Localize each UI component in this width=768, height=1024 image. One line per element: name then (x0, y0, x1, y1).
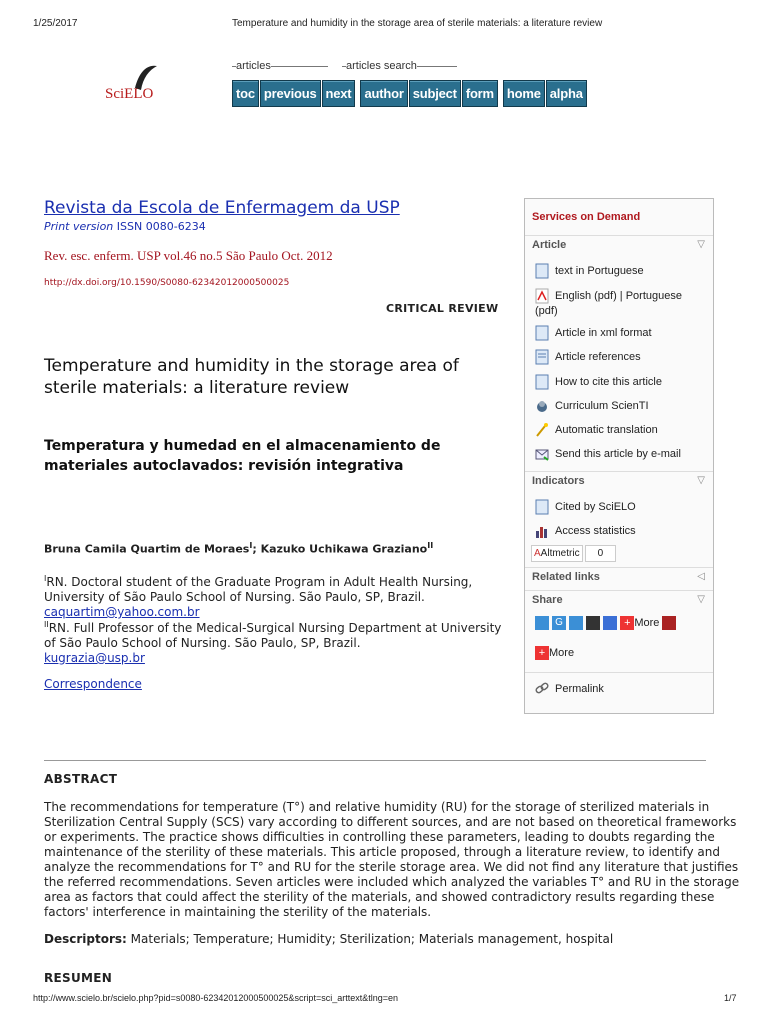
plus-icon[interactable]: + (620, 616, 634, 630)
journal-title-link[interactable]: Revista da Escola de Enfermagem da USP (44, 198, 400, 218)
alpha-button[interactable]: alpha (546, 80, 587, 107)
altmetric-badge[interactable] (531, 545, 703, 562)
print-page-count: 1/7 (724, 993, 737, 1003)
search-nav-label: articles search (342, 60, 457, 72)
sidebar-title: Services on Demand (532, 211, 641, 223)
resumen-heading: RESUMEN (44, 971, 113, 985)
wand-icon (535, 422, 549, 438)
cite-icon (535, 374, 549, 390)
related-links-toggle[interactable]: Related links ◁ (525, 567, 713, 586)
references-icon (535, 349, 549, 365)
chevron-down-icon: ▽ (697, 594, 705, 605)
document-icon (535, 499, 549, 515)
pdf-link[interactable]: English (pdf) | Portuguese (pdf) (535, 289, 682, 317)
journal-citation: Rev. esc. enferm. USP vol.46 no.5 São Paulo Oct. 2012 (44, 248, 333, 263)
author-2: Kazuko Uchikawa Graziano (260, 542, 428, 556)
link-icon (535, 681, 549, 697)
scielo-logo[interactable] (103, 62, 173, 112)
pdf-icon (535, 288, 549, 304)
document-icon (535, 263, 549, 279)
email-icon (535, 446, 549, 462)
translation-link[interactable]: Automatic translation (535, 422, 707, 438)
share-buttons (535, 616, 707, 631)
xml-link[interactable]: Article in xml format (535, 325, 707, 341)
chevron-down-icon: ▽ (697, 475, 705, 486)
authors: Bruna Camila Quartim de Moraes$^I$; Kazuko Uchikawa Graziano$^{II}$ (44, 541, 434, 556)
list-icon[interactable] (603, 616, 617, 630)
indicators-section-toggle[interactable]: Indicators ▽ (525, 471, 713, 490)
digg-icon[interactable] (586, 616, 600, 630)
next-button[interactable]: next (322, 80, 356, 107)
xml-document-icon (535, 325, 549, 341)
email-link[interactable]: Send this article by e-mail (535, 446, 707, 462)
affiliation-1: $^I$RN. Doctoral student of the Graduate Program in Adult Health Nursing, University of São Paulo School of Nursing. São Paulo, SP, Brazil. caquartim@yahoo.com.br (44, 574, 473, 619)
chevron-left-icon: ◁ (697, 571, 705, 582)
author-2-email-link[interactable]: kugrazia@usp.br (44, 651, 145, 665)
altmetric-label: AAltmetric (531, 545, 583, 562)
toc-button[interactable]: toc (232, 80, 259, 107)
author-button[interactable]: author (360, 80, 407, 107)
plus-icon: + (535, 646, 549, 660)
logo-text: SciELO (105, 86, 154, 102)
abstract-divider (44, 760, 706, 761)
home-button[interactable]: home (503, 80, 545, 107)
article-section-toggle[interactable]: Article ▽ (525, 235, 713, 254)
mendeley-icon[interactable] (662, 616, 676, 630)
doi-link[interactable]: http://dx.doi.org/10.1590/S0080-62342012000500025 (44, 278, 290, 288)
services-sidebar (524, 198, 714, 714)
print-version: Print version ISSN 0080-6234 (44, 220, 206, 233)
chevron-down-icon: ▽ (697, 239, 705, 250)
subject-button[interactable]: subject (409, 80, 461, 107)
nav-bar (232, 80, 588, 107)
permalink-link[interactable]: Permalink (535, 681, 707, 697)
author-1-email-link[interactable]: caquartim@yahoo.com.br (44, 605, 200, 619)
altmetric-count: 0 (585, 545, 617, 562)
print-date: 1/25/2017 (33, 18, 78, 29)
article-title-es: Temperatura y humedad en el almacenamiento de materiales autoclavados: revisión integrativa (44, 438, 441, 474)
share-section-toggle[interactable]: Share ▽ (525, 590, 713, 609)
twitter-icon[interactable] (569, 616, 583, 630)
curriculum-link[interactable]: Curriculum ScienTI (535, 398, 707, 414)
more-share-link-2[interactable]: + More (535, 646, 707, 661)
cite-link[interactable]: How to cite this article (535, 374, 707, 390)
bar-chart-icon (535, 523, 549, 539)
article-section: CRITICAL REVIEW (386, 302, 499, 315)
text-portuguese-link[interactable]: text in Portuguese (535, 263, 707, 279)
author-1: Bruna Camila Quartim de Moraes (44, 542, 250, 556)
sidebar-divider (525, 672, 713, 673)
curriculum-icon (535, 398, 549, 414)
cited-by-link[interactable]: Cited by SciELO (535, 499, 707, 515)
abstract-heading: ABSTRACT (44, 772, 118, 786)
references-link[interactable]: Article references (535, 349, 707, 365)
affiliation-2: $^{II}$RN. Full Professor of the Medical-Surgical Nursing Department at University of São Paulo School of Nursing. São Paulo, SP, Brazil. kugrazia@usp.br (44, 620, 502, 665)
form-button[interactable]: form (462, 80, 498, 107)
correspondence-link[interactable]: Correspondence (44, 677, 142, 691)
abstract-text: The recommendations for temperature (T°) and relative humidity (RU) for the storage of sterilized materials in Sterilization Central Supply (SCS) vary according to different sources, and are not based on theoretical frameworks or experiments. The practice shows difficulties in controlling these parameters, leading to doubts regarding the maintenance of the sterility of these materials. This article proposed, through a literature review, to identify and analyze the recommendations for T° and RU for the sterile storage area. We did not find any literature that justifies the referred recommendations. Seven articles were included which analyzed the variables T° and RU in the storage area as factors that could affect the sterility of the materials, and showed contradictory results regarding these factors' interference in maintaining the sterility of the materials. (44, 800, 740, 919)
delicious-icon[interactable] (535, 616, 549, 630)
access-statistics-link[interactable]: Access statistics (535, 523, 707, 539)
descriptors: Descriptors: Materials; Temperature; Humidity; Sterilization; Materials management, hospital (44, 932, 614, 946)
print-url: http://www.scielo.br/scielo.php?pid=s0080-62342012000500025&script=sci_arttext&tlng=en (33, 993, 398, 1003)
previous-button[interactable]: previous (260, 80, 321, 107)
articles-nav-label: articles (232, 60, 328, 72)
more-share-link-1[interactable]: More (634, 617, 660, 629)
google-icon[interactable]: G (552, 616, 566, 630)
article-title-en: Temperature and humidity in the storage area of sterile materials: a literature review (44, 356, 459, 398)
print-header-title: Temperature and humidity in the storage area of sterile materials: a literature review (232, 18, 603, 29)
